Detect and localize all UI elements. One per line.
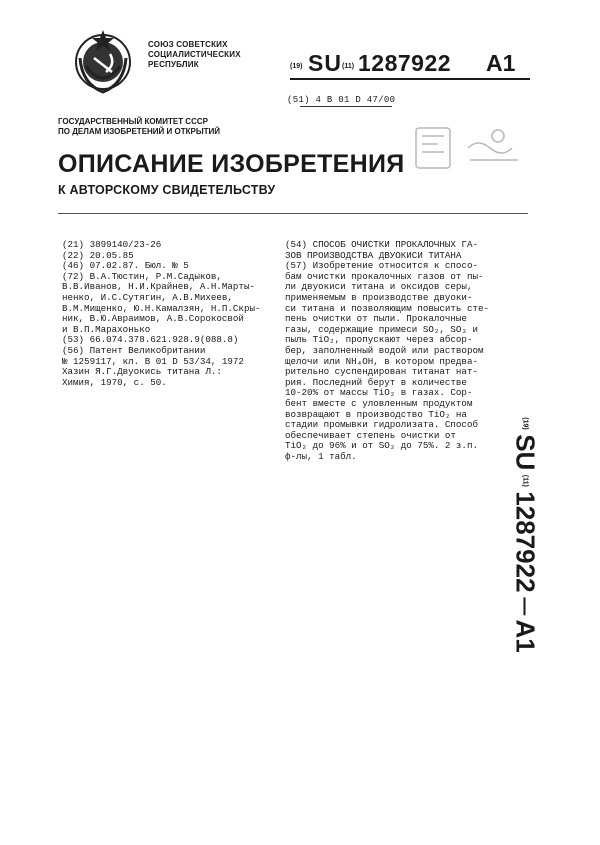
kind-code: A1 — [486, 50, 516, 76]
country-name — [148, 40, 258, 70]
title-divider — [58, 213, 528, 214]
biblio-line: (46) 07.02.87. Бюл. № 5 — [62, 260, 189, 272]
biblio-line: ненко, И.С.Сутягин, А.В.Михеев, — [62, 291, 233, 303]
country-line: СОЮЗ СОВЕТСКИХ — [148, 40, 228, 49]
abstract-line: ЗОВ ПРОИЗВОДСТВА ДВУОКИСИ ТИТАНА — [285, 249, 462, 261]
biblio-line: (72) В.А.Тюстин, Р.М.Садыков, — [62, 270, 222, 282]
abstract-line: обеспечивает степень очистки от — [285, 429, 456, 441]
bibliographic-data — [62, 240, 287, 388]
abstract-line: пень очистки от пыли. Прокалочные — [285, 313, 467, 325]
side-country-code-label: (19) — [521, 417, 529, 430]
biblio-line: (56) Патент Великобритании — [62, 344, 206, 356]
biblio-line: В.М.Мищенко, Ю.Н.Камалзян, Н.П.Скры- — [62, 302, 261, 314]
abstract-line: газы, содержащие примеси SO₂, SO₃ и — [285, 323, 478, 335]
abstract-line: рия. Последний берут в количестве — [285, 376, 467, 388]
abstract-line: бам очистки прокалочных газов от пы- — [285, 270, 484, 282]
biblio-line: (22) 20.05.85 — [62, 249, 134, 261]
number-code-label: (11) — [342, 63, 355, 70]
abstract-line: щелочи или NH₄OH, в котором предва- — [285, 355, 478, 367]
abstract-line: си титана и позволяющим повысить сте- — [285, 302, 489, 314]
country-code-label: (19) — [290, 63, 303, 70]
side-number-code-label: (11) — [521, 474, 529, 487]
biblio-line: Хазин Я.Г.Двуокись титана Л.: — [62, 366, 222, 378]
country-line: РЕСПУБЛИК — [148, 60, 199, 69]
committee-line: ПО ДЕЛАМ ИЗОБРЕТЕНИЙ И ОТКРЫТИЙ — [58, 127, 221, 136]
ipc-underline — [300, 106, 392, 107]
abstract-line: (57) Изобретение относится к спосо- — [285, 260, 478, 272]
document-number-header — [290, 50, 530, 78]
abstract-line: ф-лы, 1 табл. — [285, 450, 357, 462]
document-title: ОПИСАНИЕ ИЗОБРЕТЕНИЯ — [58, 150, 405, 178]
abstract-line: возвращают в производство TiO₂ на — [285, 408, 467, 420]
committee-line: ГОСУДАРСТВЕННЫЙ КОМИТЕТ СССР — [58, 117, 208, 126]
country-line: СОЦИАЛИСТИЧЕСКИХ — [148, 50, 241, 59]
biblio-line: (53) 66.074.378.621.928.9(088.8) — [62, 334, 239, 346]
side-document-label — [500, 410, 550, 660]
biblio-line: и В.П.Марахонько — [62, 323, 151, 335]
document-subtitle: К АВТОРСКОМУ СВИДЕТЕЛЬСТВУ — [58, 183, 276, 197]
abstract-line: ли двуокиси титана и оксидов серы, — [285, 281, 473, 293]
abstract-line: (54) СПОСОБ ОЧИСТКИ ПРОКАЛОЧНЫХ ГА- — [285, 239, 478, 250]
patent-number: 1287922 — [358, 50, 452, 76]
biblio-line: (21) 3899140/23-26 — [62, 239, 162, 250]
country-code: SU — [308, 50, 342, 76]
header-underline — [290, 78, 530, 80]
biblio-line: В.В.Иванов, Н.И.Крайнев, А.Н.Марты- — [62, 281, 255, 293]
abstract-line: рительно суспендирован титанат нат- — [285, 366, 478, 378]
ussr-emblem-icon — [68, 28, 138, 100]
abstract-line: 10-20% от массы TiO₂ в газах. Сор- — [285, 387, 473, 399]
abstract-line: бер, заполненный водой или раствором — [285, 344, 484, 356]
abstract-line: пыль TiO₂, пропускают через абсор- — [285, 334, 473, 346]
biblio-line: № 1259117, кл. В 01 D 53/34, 1972 — [62, 355, 244, 367]
abstract-line: TiO₂ до 96% и от SO₂ до 75%. 2 з.п. — [285, 440, 478, 452]
biblio-line: ник, В.Ю.Авраимов, А.В.Сорокосвой — [62, 313, 244, 325]
side-underline — [524, 597, 526, 615]
abstract-line: бент вместе с уловленным продуктом — [285, 397, 473, 409]
library-stamp-icon — [398, 118, 548, 188]
abstract-line: стадии промывки гидролизата. Способ — [285, 419, 478, 431]
abstract-line: применяемым в производстве двуоки- — [285, 291, 473, 303]
committee-name — [58, 117, 298, 137]
side-country-code: SU — [510, 434, 541, 471]
abstract — [285, 239, 489, 462]
biblio-line: Химия, 1970, с. 50. — [62, 376, 167, 388]
side-patent-number: 1287922 — [510, 491, 541, 593]
side-kind-code: A1 — [510, 619, 541, 653]
ipc-classification: (51) 4 B 01 D 47/00 — [287, 95, 396, 105]
